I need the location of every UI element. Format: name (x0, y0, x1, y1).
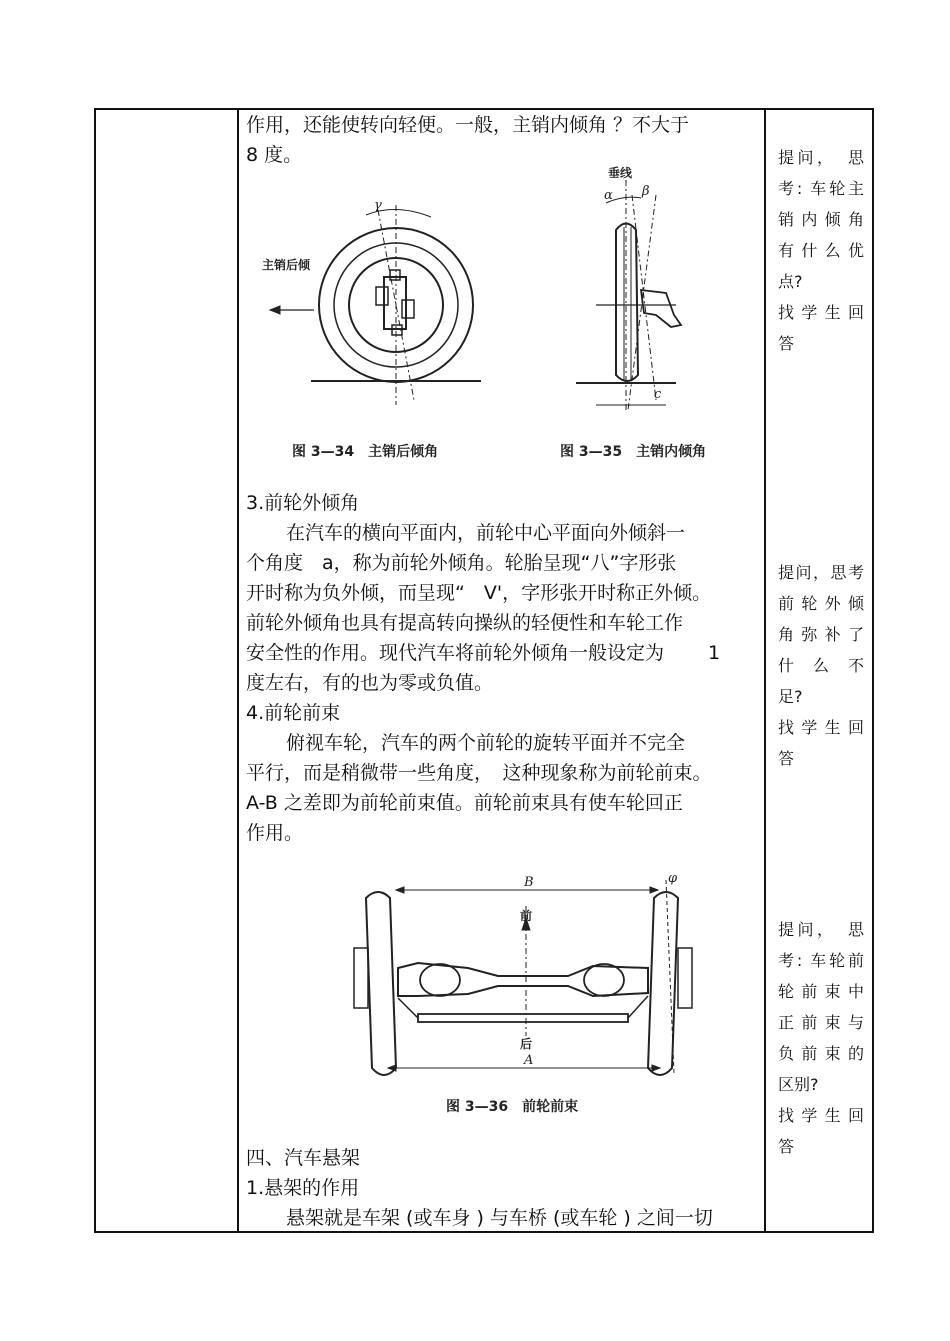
side-note-line: 有什么优 (778, 241, 864, 260)
left-wheel (366, 892, 396, 1075)
section-4-line: A-B 之差即为前轮前束值。前轮前束具有使车轮回正 (246, 792, 683, 814)
side-note-1 (778, 142, 864, 359)
side-note-line: 负前束的 (778, 1044, 864, 1063)
side-note-line: 找学生回 (778, 1106, 864, 1125)
side-note-line: 前轮外倾 (778, 594, 864, 613)
side-note-line: 考: 车轮主 (778, 179, 864, 198)
fig-3-35-label-c: c (654, 387, 662, 402)
main-content (246, 110, 758, 170)
fig-3-35-label-vertical: 垂线 (608, 166, 633, 180)
fig-3-36-label-a: A (524, 1053, 534, 1068)
section-3-line: 前轮外倾角也具有提高转向操纵的轻便性和车轮工作 (246, 612, 684, 634)
side-note-line: 找学生回 (778, 303, 864, 322)
fig-3-36-caption: 图 3—36 前轮前束 (446, 1099, 579, 1115)
section-4-line: 俯视车轮，汽车的两个前轮的旋转平面并不完全 (286, 732, 686, 754)
column-divider-2 (764, 110, 766, 1231)
side-note-line: 轮前束中 (778, 982, 864, 1001)
side-note-line: 什 么 不 (778, 656, 864, 675)
kingpin-text-line-1: 作用，还能使转向轻便。一般，主销内倾角 ？不大于 (246, 114, 690, 136)
side-note-line: 考: 车轮前 (778, 951, 864, 970)
section-camber-toe (246, 488, 758, 848)
fig-3-36-label-b: B (524, 875, 534, 890)
kingpin-text-line-2: 8 度。 (246, 144, 303, 166)
fig-3-36-label-front: 前 (520, 909, 533, 923)
fig-3-34-label-caster: 主销后倾 (262, 258, 311, 272)
section-3-line: 在汽车的横向平面内，前轮中心平面向外倾斜一 (286, 522, 686, 544)
right-wheel (648, 892, 678, 1075)
figure-toe-in (348, 868, 698, 1128)
section-4-line: 平行，而是稍微带一些角度， 这种现象称为前轮前束。 (246, 762, 712, 784)
fig-3-35-label-alpha: α (604, 188, 613, 203)
section-4-title: 4.前轮前束 (246, 702, 341, 724)
side-note-line: 答 (778, 1137, 795, 1156)
figure-kingpin-angles (246, 165, 756, 475)
section-four-1-line: 悬架就是车架 (或车身 ) 与车桥 (或车轮 ) 之间一切 (286, 1207, 713, 1229)
side-note-line: 销内倾角 (778, 210, 864, 229)
side-note-line: 正前束与 (778, 1013, 864, 1032)
tie-rod (418, 1014, 628, 1022)
side-note-line: 提问， 思 (778, 148, 864, 167)
column-divider-1 (237, 110, 239, 1231)
fig-3-34-wheel (270, 205, 481, 405)
side-note-line: 提问，思考 (778, 563, 864, 582)
fig-3-36-label-phi: φ (668, 871, 678, 886)
section-3-line: 度左右，有的也为零或负值。 (246, 672, 494, 694)
section-suspension (246, 1143, 758, 1233)
fig-3-35-label-beta: β (642, 184, 650, 199)
section-four-title: 四、汽车悬架 (246, 1147, 361, 1169)
fig-3-35-wheel (576, 180, 681, 410)
axle-beam (398, 963, 648, 996)
side-note-3 (778, 914, 864, 1162)
section-3-line: 开时称为负外倾，而呈现“ V'，字形张开时称正外倾。 (246, 582, 712, 604)
side-note-2 (778, 557, 864, 774)
section-4-line: 作用。 (246, 822, 304, 844)
fig-3-34-label-gamma: γ (374, 198, 382, 213)
side-note-line: 提问， 思 (778, 920, 864, 939)
section-3-line: 个角度 a，称为前轮外倾角。轮胎呈现“八”字形张 (246, 552, 677, 574)
side-note-line: 足? (778, 687, 803, 706)
section-four-1-title: 1.悬架的作用 (246, 1177, 360, 1199)
side-note-line: 找学生回 (778, 718, 864, 737)
section-3-line: 安全性的作用。现代汽车将前轮外倾角一般设定为 1 (246, 642, 721, 664)
section-3-title: 3.前轮外倾角 (246, 492, 360, 514)
side-note-line: 区别? (778, 1075, 819, 1094)
side-note-line: 角弥补了 (778, 625, 864, 644)
side-note-line: 答 (778, 334, 795, 353)
fig-3-34-caption: 图 3—34 主销后倾角 (292, 444, 439, 460)
side-note-line: 答 (778, 749, 795, 768)
fig-3-36-label-rear: 后 (520, 1037, 533, 1051)
fig-3-35-caption: 图 3—35 主销内倾角 (560, 444, 707, 460)
side-note-line: 点? (778, 272, 803, 291)
